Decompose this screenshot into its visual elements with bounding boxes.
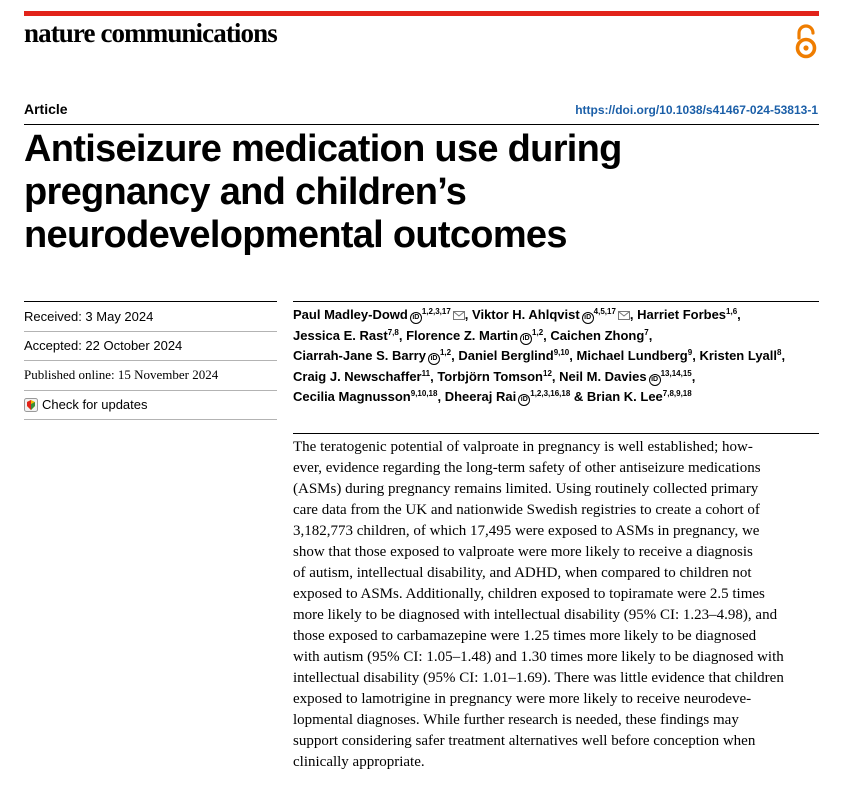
orcid-icon[interactable]: iD xyxy=(518,394,530,406)
mail-icon[interactable] xyxy=(618,311,630,320)
author-name: Neil M. Davies xyxy=(559,368,647,384)
metadata-divider xyxy=(24,419,277,420)
author-separator: , xyxy=(451,348,455,363)
affiliation-numbers: 7,8,9,18 xyxy=(662,389,692,398)
author-separator: , xyxy=(692,348,696,363)
affiliation-numbers: 1,6 xyxy=(726,307,738,316)
author-name: Dheeraj Rai xyxy=(444,389,517,404)
received-date: Received: 3 May 2024 xyxy=(24,308,154,324)
affiliation-numbers: 1,2 xyxy=(532,327,544,337)
author[interactable] xyxy=(472,307,634,322)
mail-icon[interactable] xyxy=(453,311,465,320)
author[interactable] xyxy=(637,307,741,322)
abstract-line: ever, evidence regarding the long-term safety of other antiseizure medications xyxy=(293,460,761,476)
author-name: Florence Z. Martin xyxy=(406,327,519,343)
abstract-line: exposed to lamotrigine in pregnancy were more likely to receive neurodeve- xyxy=(293,691,752,707)
author-separator: , xyxy=(551,368,556,384)
affiliation-numbers: 12 xyxy=(543,368,552,378)
published-date: Published online: 15 November 2024 xyxy=(24,367,219,383)
author-separator: , xyxy=(629,307,634,322)
abstract-line: intellectual disability (95% CI: 1.01–1.69). There was little evidence that children xyxy=(293,670,784,686)
orcid-icon[interactable]: iD xyxy=(410,312,422,324)
author-name: Michael Lundberg xyxy=(576,348,688,363)
author[interactable] xyxy=(699,348,785,363)
abstract xyxy=(293,437,819,773)
author[interactable] xyxy=(458,348,573,363)
author-separator: , xyxy=(398,327,403,343)
author-list xyxy=(293,305,823,408)
doi-link[interactable]: https://doi.org/10.1038/s41467-024-53813-1 xyxy=(575,103,818,117)
author[interactable] xyxy=(293,369,434,384)
affiliation-numbers: 1,2,3,17 xyxy=(421,307,451,316)
author-name: Harriet Forbes xyxy=(637,307,727,322)
author-name: Ciarrah-Jane S. Barry xyxy=(293,348,426,363)
author[interactable] xyxy=(293,307,468,322)
author[interactable] xyxy=(293,328,402,343)
author-name: Paul Madley-Dowd xyxy=(293,307,408,322)
author-name: Craig J. Newschaffer xyxy=(293,368,422,384)
affiliation-numbers: 13,14,15 xyxy=(660,368,692,378)
header-divider xyxy=(24,124,819,125)
author[interactable] xyxy=(587,389,692,404)
author-separator: , xyxy=(648,327,653,343)
affiliation-numbers: 4,5,17 xyxy=(593,307,616,316)
abstract-line: 3,182,773 children, of which 17,495 were exposed to ASMs in pregnancy, we xyxy=(293,523,760,539)
author-separator: , xyxy=(569,348,573,363)
journal-accent-bar xyxy=(24,11,819,16)
abstract-line: The teratogenic potential of valproate in pregnancy is well established; how- xyxy=(293,439,753,455)
author[interactable] xyxy=(406,328,547,343)
author-line xyxy=(293,305,823,326)
article-type: Article xyxy=(24,101,68,117)
author-name: Caichen Zhong xyxy=(550,327,645,343)
publication-metadata xyxy=(24,301,277,420)
author-separator: , xyxy=(691,368,696,384)
affiliation-numbers: 9 xyxy=(687,348,693,357)
check-updates-icon xyxy=(24,398,38,412)
author[interactable] xyxy=(437,369,555,384)
author-name: Torbjörn Tomson xyxy=(437,368,543,384)
author-separator: , xyxy=(430,368,434,384)
orcid-icon[interactable]: iD xyxy=(582,312,594,324)
affiliation-numbers: 7 xyxy=(644,327,649,337)
abstract-line: (ASMs) during pregnancy remains limited. Using routinely collected primary xyxy=(293,481,759,497)
author-name: Viktor H. Ahlqvist xyxy=(472,307,580,322)
abstract-line: clinically appropriate. xyxy=(293,754,425,770)
author-separator: , xyxy=(437,389,442,404)
accepted-date: Accepted: 22 October 2024 xyxy=(24,338,183,354)
author-name: Cecilia Magnusson xyxy=(293,389,411,404)
author-name: Kristen Lyall xyxy=(699,348,777,363)
author-line xyxy=(293,326,823,347)
author-separator: , xyxy=(737,307,741,322)
author-line xyxy=(293,387,823,408)
abstract-line: with autism (95% CI: 1.05–1.48) and 1.30 times more likely to be diagnosed with xyxy=(293,649,784,665)
author[interactable] xyxy=(559,369,695,384)
author[interactable] xyxy=(577,348,696,363)
journal-name[interactable]: nature communications xyxy=(24,18,277,48)
author-name: Jessica E. Rast xyxy=(293,327,388,343)
abstract-line: show that those exposed to valproate were more likely to receive a diagnosis xyxy=(293,544,753,560)
abstract-line: support considering safer treatment alternatives well before conception when xyxy=(293,733,756,749)
author[interactable] xyxy=(550,328,652,343)
abstract-line: exposed to ASMs. Additionally, children exposed to topiramate were 2.5 times xyxy=(293,586,765,602)
abstract-line: more likely to be diagnosed with intellectual disability (95% CI: 1.23–4.98), and xyxy=(293,607,778,623)
abstract-line: of autism, intellectual disability, and ADHD, when compared to children not xyxy=(293,565,752,581)
abstract-line: lopmental diagnoses. While further research is needed, these findings may xyxy=(293,712,739,728)
title-line: pregnancy and children’s xyxy=(24,171,467,213)
author-separator: & xyxy=(570,389,584,404)
author-name: Brian K. Lee xyxy=(586,389,663,404)
orcid-icon[interactable]: iD xyxy=(428,353,440,365)
author-line xyxy=(293,367,823,388)
abstract-divider xyxy=(293,433,819,434)
orcid-icon[interactable]: iD xyxy=(649,374,661,386)
orcid-icon[interactable]: iD xyxy=(520,333,532,345)
author-separator: , xyxy=(464,307,469,322)
check-updates-label: Check for updates xyxy=(42,397,148,413)
author-line xyxy=(293,346,823,367)
affiliation-numbers: 8 xyxy=(777,348,782,357)
author[interactable] xyxy=(293,389,441,404)
affiliation-numbers: 9,10 xyxy=(553,348,570,357)
title-line: Antiseizure medication use during xyxy=(24,128,622,170)
affiliation-numbers: 11 xyxy=(421,368,431,378)
affiliation-numbers: 1,2 xyxy=(439,348,452,357)
author-name: Daniel Berglind xyxy=(458,348,554,363)
affiliation-numbers: 1,2,3,16,18 xyxy=(530,389,571,398)
author[interactable] xyxy=(445,389,584,404)
abstract-line: care data from the UK and nationwide Swedish registries to create a cohort of xyxy=(293,502,760,518)
authors-divider xyxy=(293,301,819,302)
author[interactable] xyxy=(293,348,455,363)
article-title xyxy=(24,128,784,257)
open-access-icon xyxy=(792,22,820,60)
affiliation-numbers: 7,8 xyxy=(387,327,399,337)
author-separator: , xyxy=(781,348,786,363)
abstract-line: those exposed to carbamazepine were 1.25 times more likely to be diagnosed xyxy=(293,628,757,644)
author-separator: , xyxy=(543,327,547,343)
affiliation-numbers: 9,10,18 xyxy=(410,389,438,398)
check-for-updates-button[interactable] xyxy=(24,391,277,420)
title-line: neurodevelopmental outcomes xyxy=(24,214,567,256)
